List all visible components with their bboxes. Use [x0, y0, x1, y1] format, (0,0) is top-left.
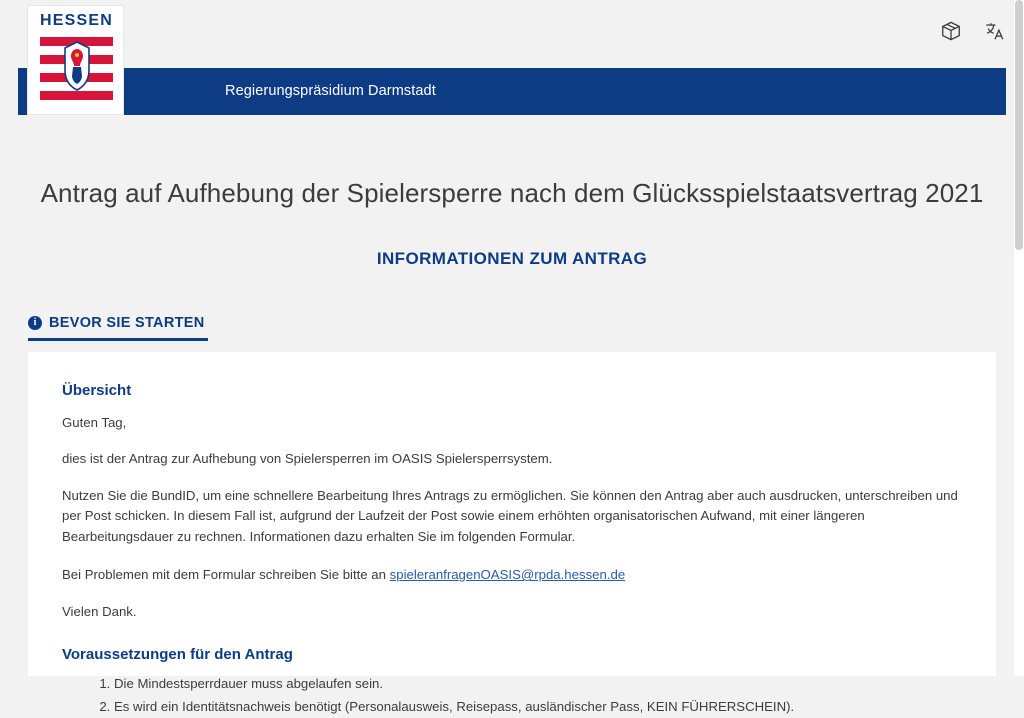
information-card — [28, 352, 996, 714]
section-heading-label: BEVOR SIE STARTEN — [49, 315, 205, 331]
requirements-heading: Voraussetzungen für den Antrag — [62, 646, 293, 664]
thanks-text: Vielen Dank. — [62, 603, 137, 619]
hessen-logo[interactable] — [27, 5, 124, 115]
info-icon: i — [28, 316, 42, 330]
logo-wordmark: HESSEN — [40, 12, 113, 29]
page-subtitle: INFORMATIONEN ZUM ANTRAG — [376, 249, 648, 268]
header-icon-group — [940, 20, 1006, 42]
support-email-link[interactable]: spieleranfragenOASIS@rpda.hessen.de — [389, 567, 626, 583]
page-scrollbar[interactable] — [1014, 0, 1024, 676]
lion-emblem-icon — [58, 40, 96, 92]
header-authority-label: Regierungspräsidium Darmstadt — [225, 83, 436, 99]
page-scrollbar-thumb[interactable] — [1015, 0, 1023, 250]
section-heading-before-you-start — [28, 315, 208, 341]
header-blue-bar — [18, 68, 1006, 115]
language-icon[interactable] — [984, 20, 1006, 42]
list-item: 2. Es wird ein Identitätsnachweis benötigt (Personalausweis, Reisepass, ausländischer Pass, KEIN FÜHRERSCHEIN). — [114, 696, 962, 718]
list-item: 1. Die Mindestsperrdauer muss abgelaufen sein. — [114, 673, 962, 695]
greeting-text: Guten Tag, — [62, 415, 127, 430]
site-header — [0, 0, 1024, 122]
intro-text: dies ist der Antrag zur Aufhebung von Spielersperren im OASIS Spielersperrsystem. — [62, 451, 553, 467]
page-title: Antrag auf Aufhebung der Spielersperre nach dem Glücksspielstaatsvertrag 2021 — [40, 178, 984, 208]
hessen-crest-icon — [39, 36, 114, 108]
contact-prefix: Bei Problemen mit dem Formular schreiben Sie bitte an — [62, 567, 390, 583]
overview-heading: Übersicht — [62, 382, 132, 399]
contact-paragraph — [62, 565, 962, 585]
requirements-list — [62, 673, 962, 718]
body-text: Nutzen Sie die BundID, um eine schnellere Bearbeitung Ihres Antrags zu ermöglichen. Sie können den Antrag aber auch ausdrucken, unterschreiben und per Post schicken. In diesem Fall ist, aufgrund der Laufzeit der Post sowie einem erhöhten organisatorischen Aufwand, mit einer längeren Bearbeitungsdauer zu rechnen. Informationen dazu erhalten Sie im folgenden Formular. — [62, 487, 958, 544]
package-icon[interactable] — [940, 20, 962, 42]
